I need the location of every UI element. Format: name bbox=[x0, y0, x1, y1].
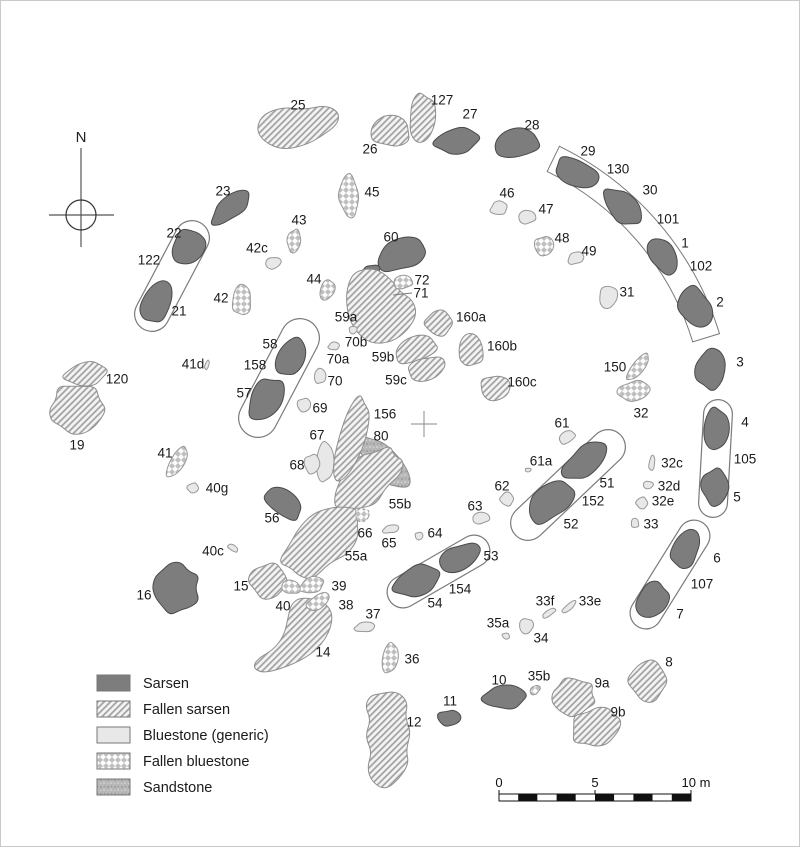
stone-11 bbox=[438, 710, 461, 726]
stone-label-160c: 160c bbox=[507, 374, 537, 390]
stone-32c bbox=[649, 455, 655, 470]
scale-bar-segments bbox=[499, 790, 691, 801]
stone-63 bbox=[473, 512, 490, 524]
stone-label-7: 7 bbox=[676, 606, 684, 622]
stone-label-47: 47 bbox=[538, 201, 554, 217]
stone-label-15: 15 bbox=[233, 578, 249, 594]
stone-label-57: 57 bbox=[236, 385, 252, 401]
stone-160c bbox=[481, 376, 510, 400]
stone-150 bbox=[626, 353, 648, 379]
stone-label-42: 42 bbox=[213, 290, 229, 306]
stone-label-1: 1 bbox=[681, 235, 689, 251]
stone-47 bbox=[519, 210, 536, 224]
stone-label-69: 69 bbox=[312, 400, 328, 416]
stone-label-66: 66 bbox=[357, 525, 373, 541]
legend-label-fallen-bluestone: Fallen bluestone bbox=[143, 754, 250, 770]
stone-label-70a: 70a bbox=[326, 351, 350, 367]
stone-label-68: 68 bbox=[289, 457, 305, 473]
stone-40 bbox=[282, 580, 300, 593]
stone-label-71: 71 bbox=[413, 285, 429, 301]
stone-labels-layer bbox=[69, 93, 756, 730]
stone-39 bbox=[299, 576, 324, 592]
stone-label-8: 8 bbox=[665, 654, 673, 670]
legend-swatch-fallen-bluestone bbox=[97, 753, 130, 769]
stone-label-44: 44 bbox=[306, 271, 322, 287]
stone-label-70: 70 bbox=[327, 373, 343, 389]
stone-34 bbox=[520, 619, 534, 634]
stone-label-65: 65 bbox=[381, 535, 397, 551]
stone-label-9b: 9b bbox=[610, 704, 626, 720]
stone-label-32: 32 bbox=[633, 405, 649, 421]
stone-3 bbox=[695, 348, 726, 390]
legend bbox=[97, 675, 269, 796]
stone-label-23: 23 bbox=[215, 183, 231, 199]
stone-label-51: 51 bbox=[599, 475, 615, 491]
stone-9a bbox=[552, 678, 595, 717]
stone-label-33f: 33f bbox=[535, 593, 555, 609]
stone-label-25: 25 bbox=[290, 97, 306, 113]
scale-bar bbox=[495, 775, 710, 801]
stone-label-27: 27 bbox=[462, 106, 478, 122]
stone-41d bbox=[204, 360, 209, 370]
stone-label-4: 4 bbox=[741, 414, 749, 430]
stone-label-31: 31 bbox=[619, 284, 635, 300]
stone-label-41d: 41d bbox=[181, 356, 205, 372]
legend-label-fallen-sarsen: Fallen sarsen bbox=[143, 702, 231, 718]
stone-33f bbox=[543, 608, 556, 618]
stone-label-14: 14 bbox=[315, 644, 331, 660]
stone-36 bbox=[382, 642, 398, 672]
stone-label-156: 156 bbox=[373, 406, 397, 422]
stone-label-41: 41 bbox=[157, 445, 173, 461]
stone-label-35a: 35a bbox=[486, 615, 510, 631]
stone-160b bbox=[459, 333, 483, 365]
stone-label-29: 29 bbox=[580, 143, 596, 159]
stone-label-61: 61 bbox=[554, 415, 570, 431]
stone-label-32d: 32d bbox=[657, 478, 681, 494]
stone-label-160b: 160b bbox=[486, 338, 518, 354]
stone-label-63: 63 bbox=[467, 498, 483, 514]
stone-label-59b: 59b bbox=[371, 349, 395, 365]
stone-label-33e: 33e bbox=[578, 593, 602, 609]
stone-label-22: 22 bbox=[166, 225, 182, 241]
stone-label-56: 56 bbox=[264, 510, 280, 526]
stone-label-34: 34 bbox=[533, 630, 549, 646]
stone-label-10: 10 bbox=[491, 672, 507, 688]
center-cross-mark bbox=[411, 411, 437, 437]
stone-label-62: 62 bbox=[494, 478, 510, 494]
stone-label-11: 11 bbox=[442, 693, 458, 709]
stone-label-40c: 40c bbox=[202, 543, 224, 559]
legend-label-sarsen: Sarsen bbox=[143, 676, 189, 692]
stone-label-35b: 35b bbox=[527, 668, 551, 684]
stone-label-40: 40 bbox=[275, 598, 291, 614]
stone-40g bbox=[187, 483, 199, 493]
legend-swatch-sandstone bbox=[97, 779, 130, 795]
north-label: N bbox=[75, 129, 87, 146]
stone-label-55b: 55b bbox=[388, 496, 412, 512]
stone-label-101: 101 bbox=[656, 211, 680, 227]
stone-8 bbox=[628, 660, 667, 702]
north-indicator bbox=[49, 129, 114, 247]
stone-label-107: 107 bbox=[690, 576, 714, 592]
stone-19 bbox=[50, 386, 105, 434]
stone-14 bbox=[254, 598, 331, 672]
stone-label-70b: 70b bbox=[344, 334, 368, 350]
stone-label-64: 64 bbox=[427, 525, 443, 541]
stone-label-80: 80 bbox=[373, 428, 389, 444]
stone-31 bbox=[600, 286, 618, 308]
legend-label-bluestone: Bluestone (generic) bbox=[143, 728, 269, 744]
stone-label-5: 5 bbox=[733, 489, 741, 505]
legend-label-sandstone: Sandstone bbox=[143, 780, 213, 796]
stone-label-39: 39 bbox=[331, 578, 347, 594]
stone-label-12: 12 bbox=[406, 714, 422, 730]
stone-label-49: 49 bbox=[581, 243, 597, 259]
stone-37 bbox=[354, 622, 375, 632]
stone-16 bbox=[153, 562, 198, 613]
stone-label-43: 43 bbox=[291, 212, 307, 228]
stone-61a bbox=[525, 468, 531, 472]
legend-swatch-fallen-sarsen bbox=[97, 701, 130, 717]
stone-label-33: 33 bbox=[643, 516, 659, 532]
stone-label-158: 158 bbox=[243, 357, 267, 373]
stone-12 bbox=[366, 692, 409, 788]
stone-32d bbox=[643, 481, 653, 489]
stone-35b bbox=[530, 686, 540, 695]
stone-label-67: 67 bbox=[309, 427, 325, 443]
scale-end-label: 10 m bbox=[681, 775, 711, 790]
stone-label-45: 45 bbox=[364, 184, 380, 200]
stone-label-59c: 59c bbox=[385, 372, 407, 388]
stone-27 bbox=[433, 127, 480, 154]
stone-label-19: 19 bbox=[69, 437, 85, 453]
stone-45 bbox=[338, 174, 358, 218]
legend-swatch-bluestone bbox=[97, 727, 130, 743]
stone-32 bbox=[617, 380, 650, 401]
stone-33e bbox=[562, 600, 576, 612]
stone-label-3: 3 bbox=[736, 354, 744, 370]
stone-label-130: 130 bbox=[606, 161, 630, 177]
stone-35a bbox=[502, 633, 510, 639]
stone-66 bbox=[356, 509, 370, 522]
scale-mid-label: 5 bbox=[591, 775, 599, 790]
stone-label-72: 72 bbox=[414, 272, 430, 288]
stone-label-30: 30 bbox=[642, 182, 658, 198]
stone-label-150: 150 bbox=[603, 359, 627, 375]
stone-label-42c: 42c bbox=[246, 240, 268, 256]
stone-label-38: 38 bbox=[338, 597, 354, 613]
stone-32e bbox=[636, 497, 648, 509]
stone-70 bbox=[314, 368, 326, 383]
stone-label-120: 120 bbox=[105, 371, 129, 387]
stone-30 bbox=[604, 189, 642, 224]
stone-label-28: 28 bbox=[524, 117, 540, 133]
stone-64 bbox=[415, 532, 423, 540]
stone-label-2: 2 bbox=[716, 294, 724, 310]
stone-label-6: 6 bbox=[713, 550, 721, 566]
stone-label-26: 26 bbox=[362, 141, 378, 157]
stone-10 bbox=[481, 685, 526, 709]
stone-label-58: 58 bbox=[262, 336, 278, 352]
stone-label-37: 37 bbox=[365, 606, 381, 622]
stone-70a bbox=[328, 342, 340, 350]
stone-69 bbox=[297, 398, 310, 412]
stone-label-160a: 160a bbox=[455, 309, 487, 325]
stone-label-54: 54 bbox=[427, 595, 443, 611]
scale-start-label: 0 bbox=[495, 775, 503, 790]
stone-61 bbox=[559, 431, 575, 445]
stone-label-105: 105 bbox=[733, 451, 757, 467]
stone-44 bbox=[320, 280, 335, 300]
stone-label-61a: 61a bbox=[529, 453, 553, 469]
stone-label-55a: 55a bbox=[344, 548, 368, 564]
stone-46 bbox=[490, 201, 507, 215]
stone-42c bbox=[266, 258, 281, 270]
stone-label-9a: 9a bbox=[594, 675, 610, 691]
stone-2 bbox=[677, 285, 712, 327]
stone-label-102: 102 bbox=[689, 258, 713, 274]
stone-label-154: 154 bbox=[448, 581, 472, 597]
legend-swatch-sarsen bbox=[97, 675, 130, 691]
stone-label-16: 16 bbox=[136, 587, 152, 603]
stone-70b bbox=[349, 326, 357, 334]
stone-label-53: 53 bbox=[483, 548, 499, 564]
stone-65 bbox=[382, 525, 398, 533]
stone-label-40g: 40g bbox=[205, 480, 229, 496]
stone-48 bbox=[534, 237, 553, 256]
stone-label-32e: 32e bbox=[651, 493, 675, 509]
stone-label-122: 122 bbox=[137, 252, 161, 268]
stone-29 bbox=[556, 157, 599, 188]
stone-72 bbox=[394, 275, 413, 289]
stone-43 bbox=[287, 229, 301, 253]
plan-svg bbox=[1, 1, 800, 848]
stone-25 bbox=[258, 106, 339, 148]
stone-label-152: 152 bbox=[581, 493, 605, 509]
stone-label-32c: 32c bbox=[661, 455, 683, 471]
stone-120 bbox=[63, 361, 107, 385]
stone-label-36: 36 bbox=[404, 651, 420, 667]
stone-160a bbox=[424, 310, 452, 336]
stone-label-127: 127 bbox=[430, 92, 454, 108]
stone-label-21: 21 bbox=[171, 303, 187, 319]
stone-label-60: 60 bbox=[383, 229, 399, 245]
stone-label-52: 52 bbox=[563, 516, 579, 532]
stone-62 bbox=[500, 492, 514, 506]
stone-40c bbox=[228, 544, 238, 552]
stone-15 bbox=[249, 563, 287, 599]
stone-42 bbox=[232, 284, 250, 314]
stone-label-46: 46 bbox=[499, 185, 515, 201]
stone-label-48: 48 bbox=[554, 230, 570, 246]
stone-label-59a: 59a bbox=[334, 309, 358, 325]
stone-33 bbox=[631, 518, 638, 527]
